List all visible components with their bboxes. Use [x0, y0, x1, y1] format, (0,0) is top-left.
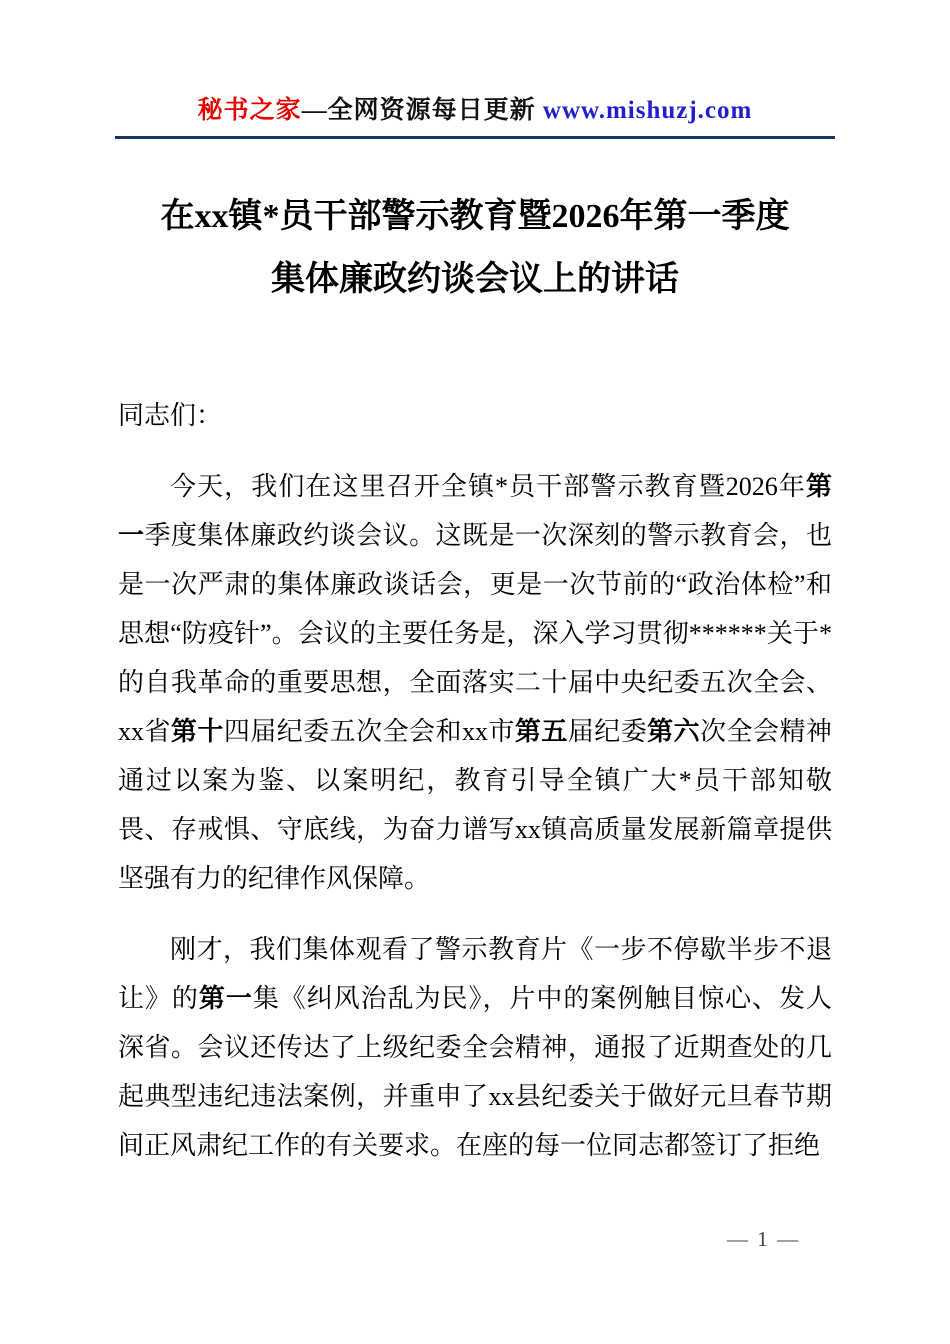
header-divider [115, 136, 835, 139]
brand-name: 秘书之家 [197, 97, 302, 124]
text-run: 第五 [514, 717, 568, 746]
text-run: 刚才，我们集体观看了警示教育片《一步不停歇半步不退让》的 [118, 935, 832, 1013]
text-run: 第一 [198, 984, 253, 1013]
text-run: 四届纪委五次全会和xx市 [223, 717, 515, 746]
text-run: 第一 [118, 472, 832, 550]
text-run: 第十 [170, 717, 224, 746]
text-run: 今天，我们在这里召开全镇*员干部警示教育暨2026年 [170, 472, 806, 501]
title-line-1: 在xx镇*员干部警示教育暨2026年第一季度 [160, 198, 790, 235]
text-run: 次全会精神通过以案为鉴、以案明纪，教育引导全镇广大*员干部知敬畏、存戒惧、守底线，为奋力谱写xx镇高质量发展新篇章提供坚强有力的纪律作风保障。 [118, 717, 832, 893]
paragraph [118, 925, 832, 1170]
header-url: www.mishuzj.com [542, 97, 753, 124]
text-run: 届纪委 [567, 717, 648, 746]
site-header [0, 0, 950, 126]
page-number: — 1 — [727, 1227, 800, 1251]
header-tagline: —全网资源每日更新 [301, 97, 543, 124]
text-run: 第六 [647, 717, 701, 746]
text-run: 季度集体廉政约谈会议。这既是一次深刻的警示教育会，也是一次严肃的集体廉政谈话会，更是一次节前的“政治体检”和思想“防疫针”。会议的主要任务是，深入学习贯彻******关于*的自我革命的重要思想，全面落实二十届中央纪委五次全会、xx省 [118, 521, 832, 746]
title-line-2: 集体廉政约谈会议上的讲话 [271, 261, 679, 298]
paragraph [118, 462, 832, 903]
text-run: 集《纠风治乱为民》，片中的案例触目惊心、发人深省。会议还传达了上级纪委全会精神，通报了近期查处的几起典型违纪违法案例，并重申了xx县纪委关于做好元旦春节期间正风肃纪工作的有关要求。在座的每一位同志都签订了拒绝 [118, 984, 832, 1160]
document-body [118, 391, 832, 1170]
document-title [112, 185, 838, 311]
salutation: 同志们： [118, 401, 223, 430]
paragraphs [118, 462, 832, 1170]
